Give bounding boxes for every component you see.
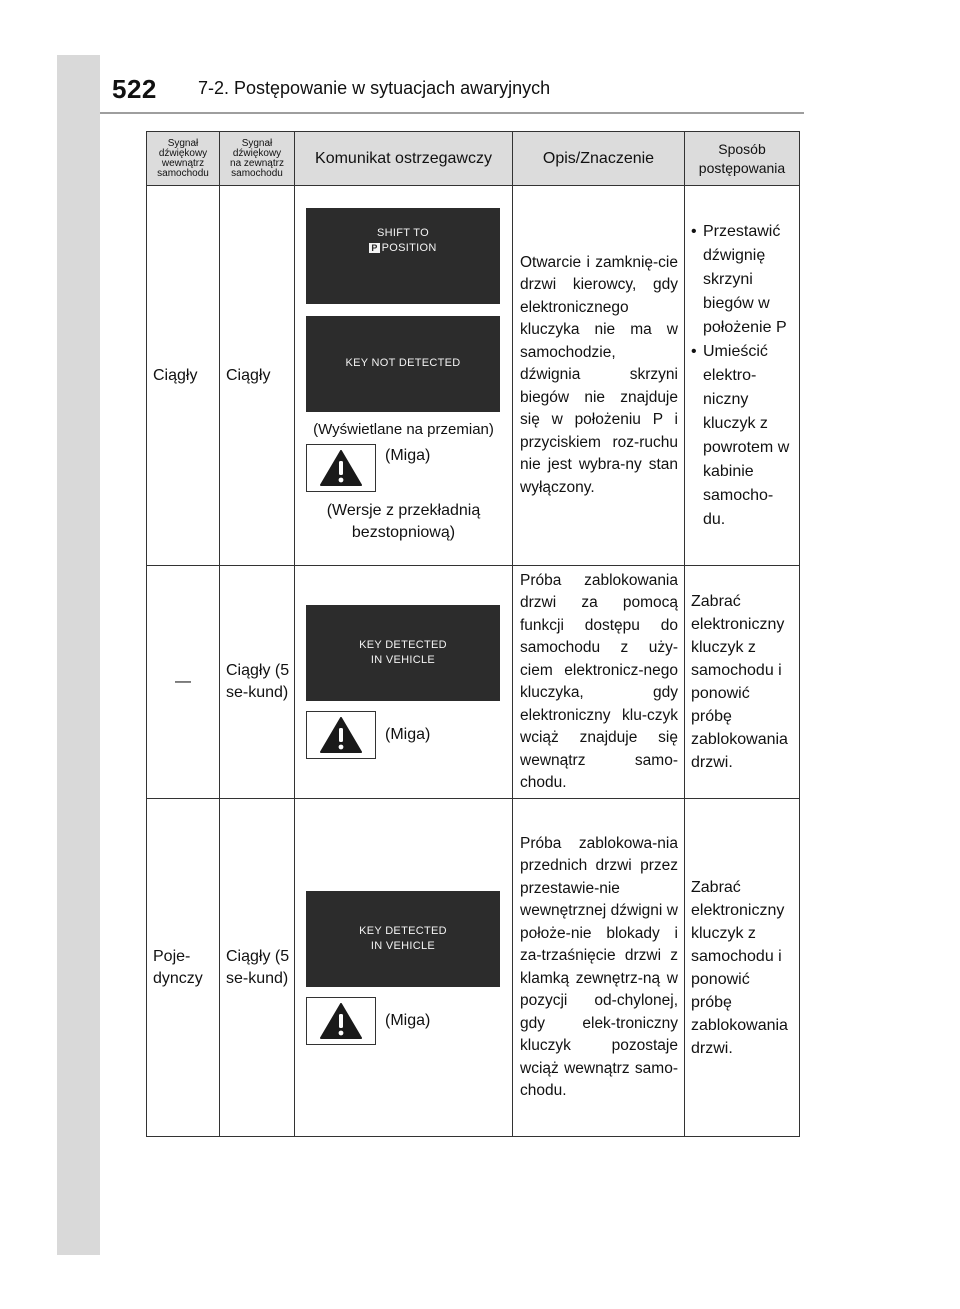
blink-label: (Miga)	[385, 726, 431, 743]
message-cell	[295, 186, 513, 566]
action-item: • Przestawić dźwignię skrzyni biegów w położenie P	[691, 220, 795, 340]
col-header-external-signal: Sygnał dźwiękowy na zewnątrz samochodu	[220, 132, 295, 186]
description-cell: Próba zablokowa-nia przednich drzwi przez przestawie-nie wewnętrznej dźwigni w położe-nie blokady i za-trzaśnięcie drzwi z klamką zewnętrz-ną w pozycji od-chylonej, gdy elek-troniczny kluczyk pozostaje wciąż wewnątrz samo-chodu.	[513, 799, 685, 1137]
warning-indicator	[306, 444, 512, 492]
message-cell	[295, 799, 513, 1137]
internal-signal-cell: Poje-dynczy	[147, 799, 220, 1137]
description-cell: Otwarcie i zamknię-cie drzwi kierowcy, gdy elektronicznego kluczyka nie ma w samochodzie, dźwignia skrzyni biegów nie znajduje się w położeniu P i przyciskiem roz-ruchu nie jest wybra-ny stan wyłączony.	[513, 186, 685, 566]
cvt-note: (Wersje z przekładnią bezstopniową)	[326, 501, 481, 541]
col-header-internal-signal: Sygnał dźwiękowy wewnątrz samochodu	[147, 132, 220, 186]
action-cell	[685, 186, 800, 566]
internal-signal-cell: —	[147, 566, 220, 799]
warning-triangle-icon	[306, 711, 376, 759]
table-header-row	[147, 132, 800, 186]
action-cell: Zabrać elektroniczny kluczyk z samochodu i ponowić próbę zablokowania drzwi.	[685, 566, 800, 799]
header-rule	[100, 112, 804, 114]
alternating-note: (Wyświetlane na przemian)	[313, 420, 494, 438]
p-position-icon: P	[371, 242, 378, 253]
action-cell: Zabrać elektroniczny kluczyk z samochodu i ponowić próbę zablokowania drzwi.	[685, 799, 800, 1137]
action-item: • Umieścić elektro-niczny kluczyk z powrotem w kabinie samocho-du.	[691, 340, 795, 532]
warning-triangle-icon	[306, 997, 376, 1045]
warning-indicator	[306, 711, 512, 759]
display-key-detected: KEY DETECTED IN VEHICLE	[306, 605, 500, 701]
page-sidebar-strip	[57, 55, 100, 1255]
display-key-not-detected: KEY NOT DETECTED	[306, 316, 500, 412]
table-row	[147, 799, 800, 1137]
external-signal-cell: Ciągły	[220, 186, 295, 566]
page-header	[112, 74, 802, 110]
col-header-action: Sposób postępowania	[685, 132, 800, 186]
description-cell: Próba zablokowania drzwi za pomocą funkcji dostępu do samochodu z uży-ciem elektronicz-nego kluczyka, gdy elektroniczny klu-czyk wciąż znajduje się wewnątrz samo-chodu.	[513, 566, 685, 799]
section-title: 7-2. Postępowanie w sytuacjach awaryjnych	[198, 78, 551, 98]
warning-triangle-icon	[306, 444, 376, 492]
warning-table	[146, 131, 800, 1137]
external-signal-cell: Ciągły (5 se-kund)	[220, 799, 295, 1137]
blink-label: (Miga)	[385, 446, 431, 464]
table-row	[147, 566, 800, 799]
col-header-description: Opis/Znaczenie	[513, 132, 685, 186]
table-row	[147, 186, 800, 566]
external-signal-cell: Ciągły (5 se-kund)	[220, 566, 295, 799]
col-header-message: Komunikat ostrzegawczy	[295, 132, 513, 186]
display-shift-to-p: SHIFT TO P POSITION	[306, 208, 500, 304]
warning-indicator	[306, 997, 512, 1045]
internal-signal-cell: Ciągły	[147, 186, 220, 566]
blink-label: (Miga)	[385, 1011, 431, 1029]
display-key-detected: KEY DETECTED IN VEHICLE	[306, 891, 500, 987]
message-cell	[295, 566, 513, 799]
page-number: 522	[112, 74, 157, 104]
